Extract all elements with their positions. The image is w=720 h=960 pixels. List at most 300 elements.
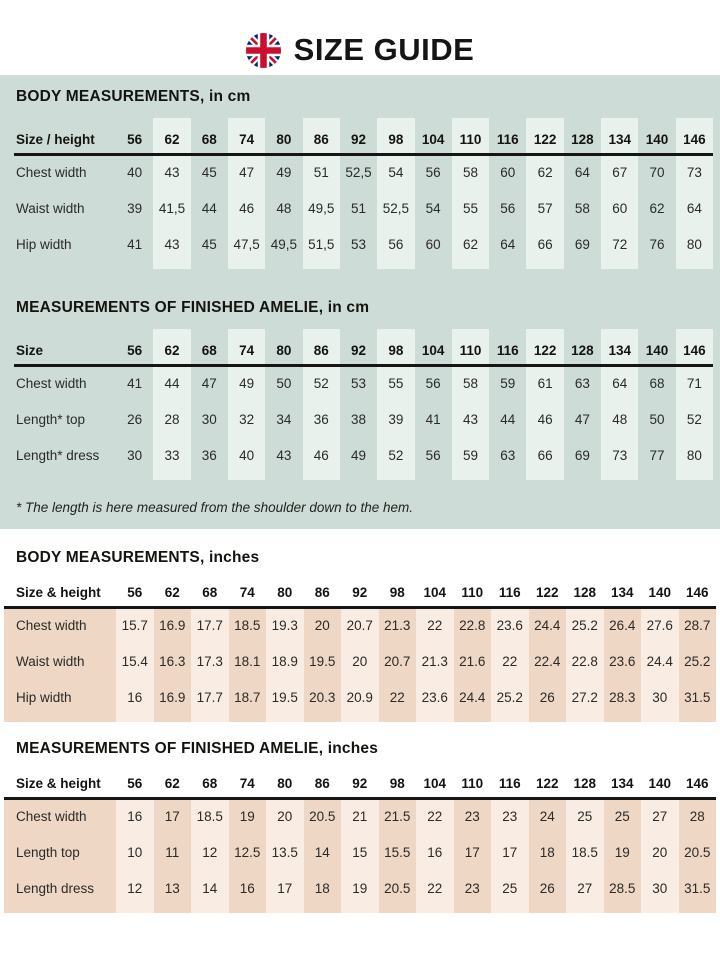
value-cell: 22	[416, 870, 454, 906]
value-cell: 28	[164, 411, 180, 427]
value-cell: 43	[462, 411, 478, 427]
value-cell: 66	[537, 447, 553, 463]
value-cell: 18.9	[266, 643, 304, 679]
spacer-cell	[415, 329, 452, 337]
value-cell: 51	[313, 165, 329, 181]
size-col-header: 116	[491, 579, 529, 607]
value-cell: 52	[388, 447, 404, 463]
table-row	[4, 607, 716, 643]
value-cell: 27.6	[641, 607, 679, 643]
value-cell: 46	[537, 411, 553, 427]
size-col-header: 86	[303, 337, 340, 365]
value-cell: 76	[649, 236, 665, 252]
value-cell: 59	[462, 447, 478, 463]
spacer-cell	[416, 906, 454, 913]
size-col-header: 92	[340, 126, 377, 154]
value-cell: 21.3	[379, 607, 417, 643]
spacer-cell	[265, 473, 302, 480]
size-col-header: 128	[564, 126, 601, 154]
spacer-cell	[679, 715, 717, 722]
value-cell: 61	[537, 376, 553, 392]
value-cell: 51	[351, 200, 367, 216]
spacer-cell	[416, 715, 454, 722]
value-cell: 25	[491, 870, 529, 906]
value-cell: 49	[276, 165, 292, 181]
spacer-cell	[303, 262, 340, 269]
size-col-header: 98	[377, 337, 414, 365]
spacer-cell	[303, 329, 340, 337]
spacer-cell	[638, 118, 675, 126]
table-title-body-inches: BODY MEASUREMENTS, inches	[16, 549, 260, 566]
table-title-finished-inches: MEASUREMENTS OF FINISHED AMELIE, inches	[16, 740, 379, 757]
size-col-header: 104	[416, 770, 454, 798]
value-cell: 22.4	[529, 643, 567, 679]
spacer-cell	[601, 262, 638, 269]
size-col-header: 146	[679, 770, 717, 798]
size-col-header: 74	[228, 126, 265, 154]
value-cell: 19.5	[266, 679, 304, 715]
value-cell: 44	[500, 411, 516, 427]
value-cell: 43	[164, 165, 180, 181]
size-col-header: 98	[379, 579, 417, 607]
value-cell: 64	[574, 165, 590, 181]
value-cell: 52	[313, 376, 329, 392]
row-label: Chest width	[4, 798, 116, 834]
value-cell: 49	[351, 447, 367, 463]
size-col-header: 80	[265, 126, 302, 154]
size-col-header: 80	[266, 770, 304, 798]
size-col-header: 134	[601, 337, 638, 365]
value-cell: 73	[686, 165, 702, 181]
value-cell: 64	[686, 200, 702, 216]
spacer-cell	[526, 262, 563, 269]
value-cell: 62	[537, 165, 553, 181]
spacer-cell	[340, 473, 377, 480]
spacer-cell	[116, 715, 154, 722]
value-cell: 58	[462, 165, 478, 181]
value-cell: 31.5	[679, 679, 717, 715]
table-row	[14, 437, 713, 473]
spacer-cell	[601, 329, 638, 337]
table-row	[4, 679, 716, 715]
value-cell: 60	[612, 200, 628, 216]
spacer-row	[4, 715, 716, 722]
spacer-cell	[526, 329, 563, 337]
value-cell: 55	[388, 376, 404, 392]
size-header-label: Size & height	[4, 770, 116, 798]
size-col-header: 122	[526, 126, 563, 154]
value-cell: 49,5	[270, 236, 298, 252]
size-col-header: 56	[116, 770, 154, 798]
value-cell: 28.5	[604, 870, 642, 906]
size-col-header: 122	[529, 770, 567, 798]
size-col-header: 62	[154, 579, 192, 607]
table-header-row	[4, 770, 716, 798]
value-cell: 43	[276, 447, 292, 463]
size-col-header: 134	[601, 126, 638, 154]
size-col-header: 74	[229, 579, 267, 607]
value-cell: 44	[164, 376, 180, 392]
value-cell: 71	[686, 376, 702, 392]
value-cell: 39	[127, 200, 143, 216]
size-col-header: 68	[191, 579, 229, 607]
size-col-header: 140	[641, 579, 679, 607]
spacer-cell	[377, 262, 414, 269]
size-table	[14, 118, 713, 269]
spacer-cell	[303, 118, 340, 126]
size-col-header: 128	[564, 337, 601, 365]
value-cell: 27	[641, 798, 679, 834]
value-cell: 20.7	[341, 607, 379, 643]
spacer-cell	[304, 906, 342, 913]
size-col-header: 104	[416, 579, 454, 607]
value-cell: 48	[612, 411, 628, 427]
spacer-cell	[116, 118, 153, 126]
value-cell: 26	[127, 411, 143, 427]
value-cell: 41	[127, 236, 143, 252]
spacer-cell	[4, 906, 116, 913]
value-cell: 53	[351, 376, 367, 392]
spacer-cell	[601, 473, 638, 480]
value-cell: 15.7	[116, 607, 154, 643]
value-cell: 67	[612, 165, 628, 181]
value-cell: 36	[313, 411, 329, 427]
size-col-header: 110	[454, 579, 492, 607]
value-cell: 47	[574, 411, 590, 427]
spacer-cell	[191, 118, 228, 126]
value-cell: 16.9	[154, 607, 192, 643]
spacer-cell	[638, 473, 675, 480]
value-cell: 58	[462, 376, 478, 392]
size-table	[4, 579, 716, 722]
value-cell: 54	[425, 200, 441, 216]
spacer-cell	[564, 473, 601, 480]
value-cell: 20	[304, 607, 342, 643]
spacer-cell	[566, 715, 604, 722]
table-row	[14, 154, 713, 190]
spacer-cell	[415, 262, 452, 269]
value-cell: 20.3	[304, 679, 342, 715]
spacer-cell	[154, 715, 192, 722]
value-cell: 55	[462, 200, 478, 216]
value-cell: 18.7	[229, 679, 267, 715]
size-col-header: 116	[491, 770, 529, 798]
value-cell: 28.7	[679, 607, 717, 643]
table-header-row	[14, 126, 713, 154]
table-row	[4, 643, 716, 679]
value-cell: 56	[425, 376, 441, 392]
value-cell: 18.1	[229, 643, 267, 679]
value-cell: 19.3	[266, 607, 304, 643]
value-cell: 60	[425, 236, 441, 252]
spacer-cell	[377, 329, 414, 337]
spacer-cell	[229, 906, 267, 913]
size-header-label: Size	[14, 337, 116, 365]
size-col-header: 92	[341, 579, 379, 607]
value-cell: 59	[500, 376, 516, 392]
page-title: SIZE GUIDE	[293, 32, 475, 67]
section-inches-measurements	[0, 529, 720, 913]
value-cell: 17	[491, 834, 529, 870]
spacer-cell	[191, 262, 228, 269]
value-cell: 26	[529, 870, 567, 906]
value-cell: 13.5	[266, 834, 304, 870]
value-cell: 22.8	[566, 643, 604, 679]
size-col-header: 122	[529, 579, 567, 607]
size-col-header: 122	[526, 337, 563, 365]
spacer-cell	[14, 329, 116, 337]
spacer-cell	[566, 906, 604, 913]
table-row	[4, 798, 716, 834]
value-cell: 20.9	[341, 679, 379, 715]
spacer-row	[14, 118, 713, 126]
spacer-cell	[153, 262, 190, 269]
size-col-header: 110	[454, 770, 492, 798]
table-row	[4, 870, 716, 906]
size-col-header: 86	[304, 770, 342, 798]
value-cell: 53	[351, 236, 367, 252]
spacer-cell	[340, 329, 377, 337]
size-col-header: 86	[304, 579, 342, 607]
value-cell: 20.5	[679, 834, 717, 870]
table-row	[14, 365, 713, 401]
size-col-header: 92	[340, 337, 377, 365]
value-cell: 18.5	[229, 607, 267, 643]
spacer-cell	[154, 906, 192, 913]
row-label: Chest width	[16, 165, 87, 181]
spacer-cell	[191, 906, 229, 913]
spacer-cell	[604, 715, 642, 722]
size-col-header: 134	[604, 579, 642, 607]
value-cell: 25	[604, 798, 642, 834]
spacer-cell	[452, 118, 489, 126]
value-cell: 30	[201, 411, 217, 427]
spacer-cell	[228, 473, 265, 480]
value-cell: 20	[341, 643, 379, 679]
spacer-cell	[153, 473, 190, 480]
value-cell: 25.2	[679, 643, 717, 679]
value-cell: 49,5	[308, 200, 335, 216]
table-finished-cm	[0, 329, 720, 480]
value-cell: 16	[116, 679, 154, 715]
value-cell: 19.5	[304, 643, 342, 679]
value-cell: 69	[574, 447, 590, 463]
value-cell: 41,5	[158, 200, 186, 216]
spacer-cell	[116, 262, 153, 269]
size-col-header: 140	[638, 126, 675, 154]
value-cell: 32	[239, 411, 255, 427]
size-col-header: 140	[641, 770, 679, 798]
size-col-header: 92	[341, 770, 379, 798]
size-col-header: 146	[679, 579, 717, 607]
value-cell: 73	[612, 447, 628, 463]
spacer-cell	[153, 329, 190, 337]
size-col-header: 116	[489, 126, 526, 154]
value-cell: 22.8	[454, 607, 492, 643]
value-cell: 25.2	[566, 607, 604, 643]
table-row	[14, 401, 713, 437]
spacer-cell	[452, 329, 489, 337]
value-cell: 17	[154, 798, 192, 834]
spacer-cell	[491, 906, 529, 913]
size-header-label: Size & height	[4, 579, 116, 607]
value-cell: 54	[388, 165, 404, 181]
value-cell: 21.3	[416, 643, 454, 679]
spacer-cell	[377, 118, 414, 126]
spacer-cell	[116, 329, 153, 337]
value-cell: 17	[266, 870, 304, 906]
value-cell: 62	[649, 200, 665, 216]
spacer-cell	[638, 262, 675, 269]
spacer-cell	[489, 329, 526, 337]
row-label: Chest width	[16, 376, 87, 392]
value-cell: 69	[574, 236, 590, 252]
spacer-cell	[379, 906, 417, 913]
size-col-header: 128	[566, 579, 604, 607]
value-cell: 44	[201, 200, 217, 216]
value-cell: 47,5	[233, 236, 260, 252]
value-cell: 14	[304, 834, 342, 870]
value-cell: 48	[276, 200, 292, 216]
value-cell: 26	[529, 679, 567, 715]
value-cell: 57	[537, 200, 553, 216]
value-cell: 80	[686, 447, 702, 463]
spacer-cell	[491, 715, 529, 722]
value-cell: 18	[304, 870, 342, 906]
value-cell: 24.4	[641, 643, 679, 679]
size-col-header: 68	[191, 770, 229, 798]
size-table	[4, 770, 716, 913]
value-cell: 30	[641, 870, 679, 906]
spacer-cell	[526, 118, 563, 126]
table-finished-inches	[0, 770, 720, 913]
row-label: Hip width	[4, 679, 116, 715]
spacer-cell	[454, 906, 492, 913]
value-cell: 28.3	[604, 679, 642, 715]
value-cell: 64	[612, 376, 628, 392]
spacer-cell	[676, 329, 713, 337]
value-cell: 22	[416, 607, 454, 643]
size-header-label: Size / height	[14, 126, 116, 154]
value-cell: 41	[127, 376, 143, 392]
size-col-header: 80	[265, 337, 302, 365]
value-cell: 17.7	[191, 679, 229, 715]
spacer-cell	[340, 118, 377, 126]
value-cell: 68	[649, 376, 665, 392]
value-cell: 25	[566, 798, 604, 834]
spacer-cell	[526, 473, 563, 480]
value-cell: 20	[266, 798, 304, 834]
spacer-row	[14, 473, 713, 480]
spacer-cell	[676, 118, 713, 126]
value-cell: 15.5	[379, 834, 417, 870]
value-cell: 60	[500, 165, 516, 181]
value-cell: 12	[116, 870, 154, 906]
value-cell: 10	[116, 834, 154, 870]
value-cell: 56	[425, 165, 441, 181]
value-cell: 24.4	[454, 679, 492, 715]
value-cell: 16	[416, 834, 454, 870]
size-col-header: 116	[489, 337, 526, 365]
spacer-cell	[14, 262, 116, 269]
size-col-header: 104	[415, 126, 452, 154]
row-label: Length top	[4, 834, 116, 870]
value-cell: 18.5	[191, 798, 229, 834]
spacer-cell	[14, 118, 116, 126]
spacer-row	[14, 329, 713, 337]
value-cell: 23	[454, 870, 492, 906]
size-col-header: 56	[116, 337, 153, 365]
spacer-cell	[415, 473, 452, 480]
value-cell: 58	[574, 200, 590, 216]
value-cell: 12.5	[229, 834, 267, 870]
spacer-cell	[454, 715, 492, 722]
table-body-cm	[0, 118, 720, 269]
table-header-row	[14, 337, 713, 365]
spacer-cell	[676, 262, 713, 269]
value-cell: 41	[425, 411, 441, 427]
value-cell: 46	[313, 447, 329, 463]
value-cell: 30	[641, 679, 679, 715]
spacer-cell	[228, 118, 265, 126]
value-cell: 21	[341, 798, 379, 834]
value-cell: 52,5	[345, 165, 372, 181]
spacer-cell	[679, 906, 717, 913]
value-cell: 22	[379, 679, 417, 715]
spacer-cell	[529, 715, 567, 722]
value-cell: 19	[341, 870, 379, 906]
value-cell: 26.4	[604, 607, 642, 643]
table-title-finished-cm: MEASUREMENTS OF FINISHED AMELIE, in cm	[16, 299, 370, 316]
spacer-cell	[452, 473, 489, 480]
value-cell: 43	[164, 236, 180, 252]
value-cell: 16.9	[154, 679, 192, 715]
spacer-cell	[340, 262, 377, 269]
value-cell: 23	[491, 798, 529, 834]
spacer-cell	[191, 715, 229, 722]
value-cell: 22	[491, 643, 529, 679]
value-cell: 14	[191, 870, 229, 906]
spacer-cell	[604, 906, 642, 913]
spacer-cell	[229, 715, 267, 722]
size-col-header: 86	[303, 126, 340, 154]
spacer-cell	[489, 473, 526, 480]
value-cell: 62	[462, 236, 478, 252]
spacer-cell	[377, 473, 414, 480]
spacer-cell	[564, 329, 601, 337]
size-col-header: 134	[604, 770, 642, 798]
size-col-header: 98	[377, 126, 414, 154]
value-cell: 19	[604, 834, 642, 870]
table-header-row	[4, 579, 716, 607]
size-col-header: 56	[116, 579, 154, 607]
value-cell: 64	[500, 236, 516, 252]
spacer-cell	[676, 473, 713, 480]
value-cell: 16	[116, 798, 154, 834]
size-col-header: 110	[452, 126, 489, 154]
section-cm-measurements	[0, 75, 720, 529]
value-cell: 20.5	[304, 798, 342, 834]
value-cell: 28	[679, 798, 717, 834]
size-col-header: 98	[379, 770, 417, 798]
value-cell: 25.2	[491, 679, 529, 715]
page-header	[0, 0, 720, 75]
size-col-header: 56	[116, 126, 153, 154]
spacer-cell	[191, 473, 228, 480]
value-cell: 33	[164, 447, 180, 463]
spacer-cell	[228, 329, 265, 337]
spacer-cell	[4, 715, 116, 722]
